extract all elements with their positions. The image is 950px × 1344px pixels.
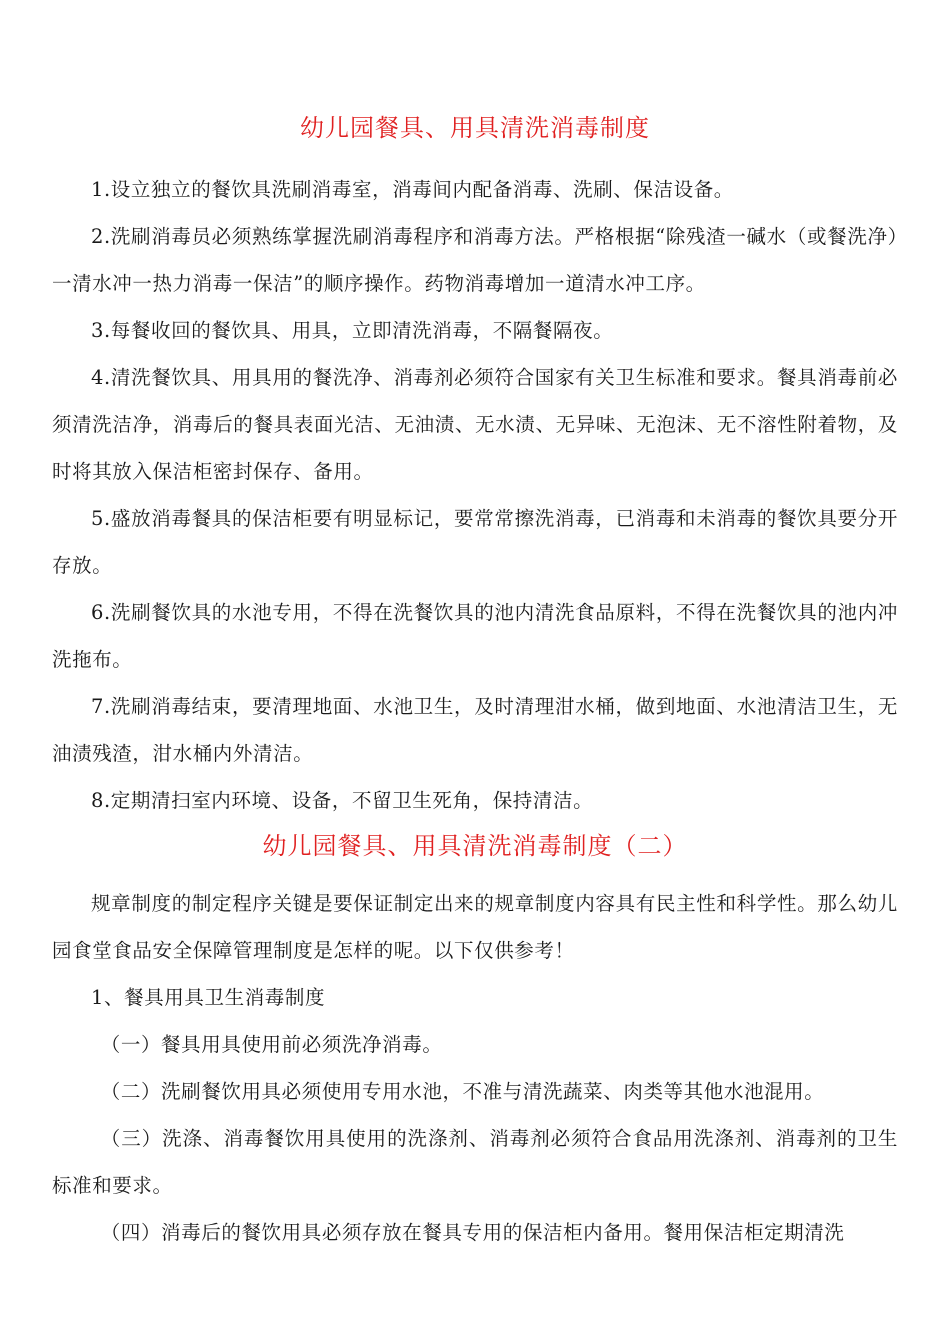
section2-item-3: （三）洗涤、消毒餐饮用具使用的洗涤剂、消毒剂必须符合食品用洗涤剂、消毒剂的卫生标准和要求。 <box>52 1127 898 1197</box>
section2-intro: 规章制度的制定程序关键是要保证制定出来的规章制度内容具有民主性和科学性。那么幼儿园食堂食品安全保障管理制度是怎样的呢。以下仅供参考！ <box>52 892 898 962</box>
section1-item-1: 1.设立独立的餐饮具洗刷消毒室，消毒间内配备消毒、洗刷、保洁设备。 <box>91 178 734 201</box>
section1-item-8: 8.定期清扫室内环境、设备，不留卫生死角，保持清洁。 <box>91 789 594 812</box>
section2-item-2: （二）洗刷餐饮用具必须使用专用水池，不准与清洗蔬菜、肉类等其他水池混用。 <box>100 1080 825 1103</box>
section2-item-4: （四）消毒后的餐饮用具必须存放在餐具专用的保洁柜内备用。餐用保洁柜定期清洗 <box>100 1221 845 1244</box>
section1-title: 幼儿园餐具、用具清洗消毒制度 <box>300 114 650 142</box>
section1-item-2: 2.洗刷消毒员必须熟练掌握洗刷消毒程序和消毒方法。严格根据“除残渣一碱水（或餐洗净）一清水冲一热力消毒一保洁”的顺序操作。药物消毒增加一道清水冲工序。 <box>52 225 898 295</box>
section1-item-3: 3.每餐收回的餐饮具、用具，立即清洗消毒，不隔餐隔夜。 <box>91 319 614 342</box>
document-page <box>52 112 898 1256</box>
section1-item-7: 7.洗刷消毒结束，要清理地面、水池卫生，及时清理泔水桶，做到地面、水池清洁卫生，无油渍残渣，泔水桶内外清洁。 <box>52 695 898 765</box>
section2-heading: 1、餐具用具卫生消毒制度 <box>91 986 326 1009</box>
section1-item-6: 6.洗刷餐饮具的水池专用，不得在洗餐饮具的池内清洗食品原料，不得在洗餐饮具的池内冲洗拖布。 <box>52 601 898 671</box>
section1-item-4: 4.清洗餐饮具、用具用的餐洗净、消毒剂必须符合国家有关卫生标准和要求。餐具消毒前必须清洗洁净，消毒后的餐具表面光洁、无油渍、无水渍、无异味、无泡沫、无不溶性附着物，及时将其放入保洁柜密封保存、备用。 <box>52 366 898 483</box>
section2-title: 幼儿园餐具、用具清洗消毒制度（二） <box>262 832 688 860</box>
section1-item-5: 5.盛放消毒餐具的保洁柜要有明显标记，要常常擦洗消毒，已消毒和未消毒的餐饮具要分开存放。 <box>52 507 898 577</box>
section2-item-1: （一）餐具用具使用前必须洗净消毒。 <box>100 1033 443 1056</box>
